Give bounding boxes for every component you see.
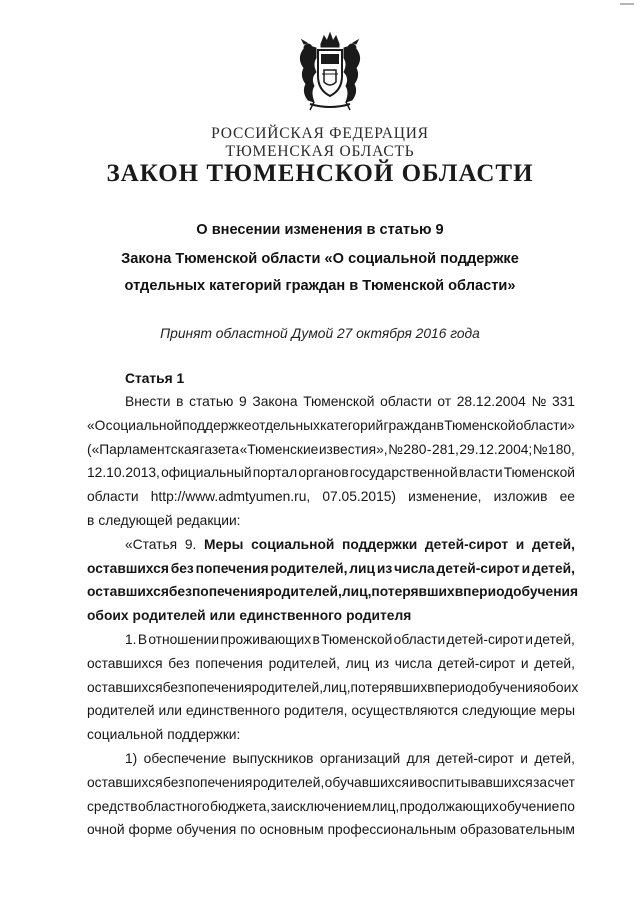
body-word: («Парламентская	[87, 441, 200, 457]
body-word: числа	[394, 560, 435, 576]
body-line	[125, 537, 575, 552]
body-word: газета	[199, 441, 240, 457]
body-word: отношении	[148, 632, 220, 647]
body-word: основным	[259, 822, 324, 838]
body-line	[87, 465, 575, 480]
body-word: государственной	[349, 465, 458, 481]
body-word: Тюменской	[303, 394, 375, 409]
body-word: статью	[189, 394, 234, 409]
body-word: оставшихся	[87, 584, 169, 600]
body-word: проживающих	[220, 632, 312, 647]
body-word: организаций	[319, 751, 401, 766]
body-word: детей,	[534, 632, 575, 647]
body-word: лиц,	[341, 584, 372, 600]
body-word: области	[87, 489, 139, 505]
body-word: родителей,	[251, 679, 324, 695]
body-word: 1.	[125, 632, 137, 647]
body-word: попечения	[191, 584, 265, 600]
body-word: воспитывавшихся	[417, 774, 533, 790]
body-word: в	[176, 394, 184, 409]
body-word: детей,	[531, 560, 575, 576]
body-word: и	[409, 774, 418, 790]
body-line	[87, 727, 244, 742]
body-word: родителей	[132, 608, 206, 624]
body-word: оставшихся	[87, 560, 169, 576]
body-word: социальной	[105, 417, 182, 433]
body-line	[87, 775, 575, 790]
country-name: РОССИЙСКАЯ ФЕДЕРАЦИЯ	[211, 125, 429, 142]
body-word: родителей,	[252, 774, 325, 790]
body-word: из	[376, 560, 393, 576]
body-word: Тюменской	[321, 632, 393, 647]
body-word: оставшихся	[87, 655, 163, 671]
body-word: поддержке	[182, 417, 252, 433]
adoption-date: Принят областной Думой 27 октября 2016 года	[160, 326, 480, 341]
body-word: граждан	[383, 417, 437, 433]
body-word: в	[312, 632, 320, 647]
body-word: без	[168, 584, 192, 600]
body-word: обоих	[540, 679, 579, 695]
body-word: попечения	[195, 655, 263, 671]
body-word: 29.12.2004;	[459, 441, 533, 457]
body-word: и	[525, 632, 533, 647]
body-word: без	[170, 560, 194, 576]
body-word: изложив	[493, 489, 548, 505]
body-word: образовательным	[460, 822, 575, 838]
body-word: родителей,	[268, 655, 341, 671]
body-word: «О	[87, 417, 106, 433]
body-word: «Тюменские	[239, 441, 319, 457]
document-title-line: О внесении изменения в статью 9	[196, 222, 444, 238]
body-word: области»	[515, 417, 575, 433]
body-word: бюджета,	[210, 798, 271, 814]
body-word: области	[380, 394, 432, 409]
coat-of-arms-icon	[288, 30, 372, 114]
body-word: единственного	[239, 608, 343, 624]
body-word: без	[162, 679, 185, 695]
body-line	[125, 632, 575, 647]
body-word: потерявших	[350, 679, 428, 695]
body-word: поддержки:	[167, 727, 241, 743]
body-word: Меры	[204, 536, 244, 552]
body-word: счет	[547, 774, 575, 790]
body-word: от	[437, 394, 452, 409]
body-word: отдельных	[251, 417, 320, 433]
body-word: по	[240, 822, 256, 838]
body-word: попечения	[184, 774, 253, 790]
body-word: лиц	[349, 560, 376, 576]
body-word: детей-сирот	[436, 560, 520, 576]
body-word: «Статья	[125, 536, 178, 552]
body-word: по	[559, 798, 575, 814]
body-word: в	[427, 679, 435, 695]
body-word: следующие	[461, 703, 537, 719]
body-word: без	[168, 655, 190, 671]
body-word: оставшихся	[87, 774, 163, 790]
body-word: детей-сирот	[436, 751, 514, 766]
body-line	[125, 394, 575, 409]
body-word: №	[532, 441, 548, 457]
article-heading: Статья 1	[125, 371, 185, 386]
body-word: обоих	[87, 608, 129, 624]
body-word: попечения	[184, 679, 252, 695]
body-word: 180,	[548, 441, 575, 457]
body-word: В	[137, 632, 148, 647]
body-word: без	[163, 774, 185, 790]
body-word: форме	[128, 822, 173, 838]
body-word: ее	[559, 489, 575, 505]
body-word: 280	[403, 441, 427, 457]
body-word: обучение	[499, 798, 560, 814]
body-word: №	[388, 441, 403, 457]
body-word: поддержки	[342, 536, 418, 552]
body-word: родителей,	[270, 560, 348, 576]
body-word: детей,	[534, 655, 575, 671]
body-word: портал	[252, 465, 298, 481]
body-word: Тюменской	[503, 465, 575, 481]
body-line	[87, 703, 575, 718]
body-word: единственного	[185, 703, 281, 719]
body-word: для	[406, 751, 431, 766]
body-line	[87, 513, 245, 528]
body-word: детей,	[531, 536, 575, 552]
body-word: очной	[87, 822, 125, 838]
body-word: лиц,	[371, 798, 400, 814]
body-word: в	[436, 417, 444, 433]
body-line	[87, 561, 575, 576]
body-word: детей-сирот	[437, 655, 516, 671]
body-word: детей-сирот	[446, 632, 524, 647]
body-word: из	[375, 655, 390, 671]
body-word: 9.	[184, 536, 197, 552]
body-word: -	[426, 441, 432, 457]
body-word: 28.12.2004	[456, 394, 526, 409]
document-title-line: отдельных категорий граждан в Тюменской области»	[124, 278, 516, 294]
body-word: родителя	[346, 608, 412, 624]
body-word: обеспечение	[143, 751, 227, 766]
law-title: ЗАКОН ТЮМЕНСКОЙ ОБЛАСТИ	[106, 160, 534, 187]
body-word: 331	[551, 394, 575, 409]
body-word: средств	[87, 798, 138, 814]
body-word: детей,	[534, 751, 575, 766]
body-word: 07.05.2015)	[322, 489, 397, 505]
scan-mark	[620, 3, 634, 5]
body-word: оставшихся	[87, 679, 163, 695]
body-word: лиц,	[323, 679, 351, 695]
body-word: следующей	[98, 513, 173, 528]
body-word: http://www.admtyumen.ru,	[150, 489, 311, 505]
body-word: осуществляются	[351, 703, 459, 719]
body-word: обучения	[513, 584, 579, 600]
body-word: обучения	[176, 822, 237, 838]
body-word: за	[533, 774, 548, 790]
body-word: области	[393, 632, 446, 647]
body-line	[87, 608, 415, 623]
body-line	[87, 489, 575, 504]
body-word: профессиональным	[327, 822, 457, 838]
body-word: Внести	[125, 394, 171, 409]
body-word: и	[521, 560, 531, 576]
body-word: социальной	[87, 727, 164, 743]
body-word: за	[270, 798, 285, 814]
body-word: период	[463, 584, 514, 600]
region-name: ТЮМЕНСКАЯ ОБЛАСТЬ	[225, 143, 415, 160]
body-word: обучавшихся	[324, 774, 409, 790]
body-word: власти	[458, 465, 503, 481]
body-word: Закона	[252, 394, 298, 409]
body-word: в	[87, 513, 95, 528]
body-word: меры	[540, 703, 575, 719]
body-word: исключением	[285, 798, 372, 814]
body-word: 12.10.2013,	[87, 465, 160, 481]
body-word: №	[531, 394, 547, 409]
body-word: продолжающих	[399, 798, 499, 814]
body-word: родителя,	[283, 703, 348, 719]
body-word: Тюменской	[444, 417, 516, 433]
body-word: лиц	[345, 655, 370, 671]
body-word: попечения	[195, 560, 269, 576]
body-word: 9	[239, 394, 247, 409]
body-line	[87, 442, 575, 457]
body-word: и	[520, 655, 529, 671]
body-word: 281,	[432, 441, 459, 457]
body-word: известия»,	[318, 441, 388, 457]
body-word: родителей	[87, 703, 155, 719]
body-line	[125, 751, 575, 766]
body-line	[87, 584, 579, 600]
body-word: официальный	[161, 465, 252, 481]
body-word: детей-сирот	[424, 536, 509, 552]
body-word: и	[515, 536, 525, 552]
body-line	[87, 799, 575, 814]
body-word: или	[209, 608, 236, 624]
body-word: в	[454, 584, 464, 600]
body-word: изменение,	[408, 489, 482, 505]
body-word: 1)	[125, 751, 138, 766]
body-line	[87, 822, 575, 837]
body-word: выпускников	[232, 751, 314, 766]
body-word: органов	[298, 465, 349, 481]
body-word: редакции:	[176, 513, 241, 528]
body-word: числа	[394, 655, 433, 671]
body-word: категорий	[320, 417, 384, 433]
body-word: социальной	[251, 536, 335, 552]
document-title-line: Закона Тюменской области «О социальной поддержке	[121, 251, 519, 267]
body-word: обучения	[480, 679, 541, 695]
body-word: период	[434, 679, 481, 695]
body-word: или	[158, 703, 182, 719]
body-word: потерявших	[371, 584, 455, 600]
body-word: родителей,	[264, 584, 342, 600]
body-line	[87, 418, 575, 433]
body-word: и	[520, 751, 528, 766]
body-word: областного	[137, 798, 210, 814]
body-line	[87, 679, 579, 695]
body-line	[87, 656, 575, 671]
